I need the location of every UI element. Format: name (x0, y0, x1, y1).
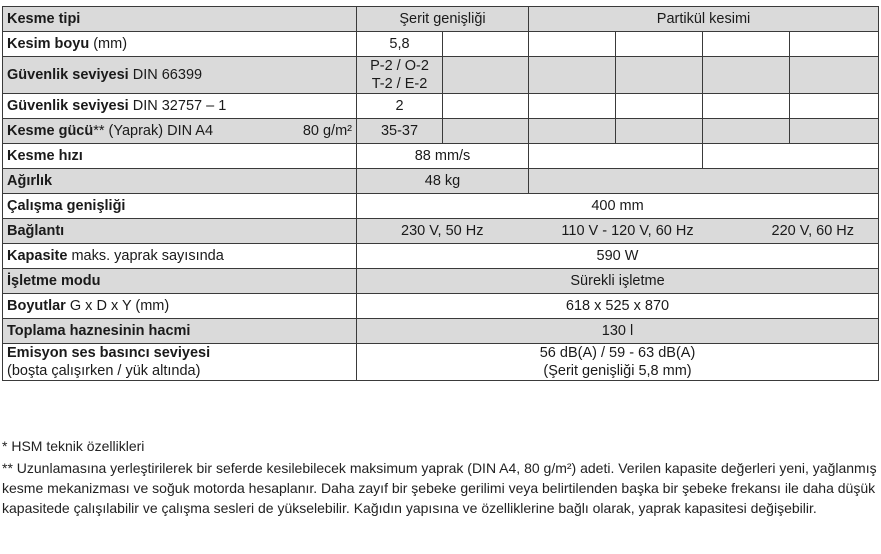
row-label: Boyutlar G x D x Y (mm) (3, 294, 357, 319)
header-label: Kesme tipi (3, 7, 357, 32)
cell-value: 5,8 (357, 32, 443, 57)
header-strip-cut: Şerit genişliği (357, 7, 529, 32)
cell-value: 48 kg (357, 169, 529, 194)
cell-value: 130 l (357, 319, 879, 344)
row-label: İşletme modu (3, 269, 357, 294)
cell-value: 35-37 (357, 119, 443, 144)
row-label: Güvenlik seviyesi DIN 66399 (3, 57, 357, 94)
spec-table (2, 6, 879, 381)
cell-value: 2 (357, 94, 443, 119)
row-connection (3, 219, 879, 244)
row-security-66399 (3, 57, 879, 94)
row-dimensions (3, 294, 879, 319)
row-label: Çalışma genişliği (3, 194, 357, 219)
row-capacity (3, 244, 879, 269)
row-operation (3, 269, 879, 294)
cell-value: 618 x 525 x 870 (357, 294, 879, 319)
row-work-width (3, 194, 879, 219)
row-cut-speed (3, 144, 879, 169)
row-label: Güvenlik seviyesi DIN 32757 – 1 (3, 94, 357, 119)
row-emission (3, 344, 879, 381)
row-label: Emisyon ses basıncı seviyesi (boşta çalışırken / yük altında) (3, 344, 357, 381)
header-row (3, 7, 879, 32)
cell-value: 400 mm (357, 194, 879, 219)
cell-value: 56 dB(A) / 59 - 63 dB(A) (Şerit genişliği 5,8 mm) (357, 344, 879, 381)
row-label: Bağlantı (3, 219, 357, 244)
row-cut-length (3, 32, 879, 57)
row-label: Toplama haznesinin hacmi (3, 319, 357, 344)
row-label: Kapasite maks. yaprak sayısında (3, 244, 357, 269)
cell-value: P-2 / O-2 T-2 / E-2 (357, 57, 443, 94)
footnotes (2, 436, 878, 518)
row-label: Kesme hızı (3, 144, 357, 169)
cell-value: 230 V, 50 Hz 110 V - 120 V, 60 Hz 220 V, 60 Hz (357, 219, 879, 244)
footnote-2: ** Uzunlamasına yerleştirilerek bir seferde kesilebilecek maksimum yaprak (DIN A4, 80 g/m²) adeti. Verilen kapasite değerleri yeni, yağlanmış kesme mekanizması ve soğuk motorda hesaplanır. Daha zayıf bir şebeke gerilimi veya belirtilenden başka bir şebeke frekansı ile daha düşük kapasitede çalışılabilir ve çalışma sesleri de yükselebilir. Kağıdın yapısına ve özelliklerine bağlı olarak, yaprak kapasitesi değişebilir. (2, 460, 877, 516)
row-label: Ağırlık (3, 169, 357, 194)
row-weight (3, 169, 879, 194)
row-label: Kesme gücü** (Yaprak) DIN A4 80 g/m² (3, 119, 357, 144)
cell-value: Sürekli işletme (357, 269, 879, 294)
cell-value: 590 W (357, 244, 879, 269)
cell-value: 88 mm/s (357, 144, 529, 169)
row-bin-volume (3, 319, 879, 344)
header-particle-cut: Partikül kesimi (529, 7, 879, 32)
row-cut-power (3, 119, 879, 144)
row-security-32757 (3, 94, 879, 119)
row-label: Kesim boyu (mm) (3, 32, 357, 57)
footnote-1: * HSM teknik özellikleri (2, 438, 145, 454)
